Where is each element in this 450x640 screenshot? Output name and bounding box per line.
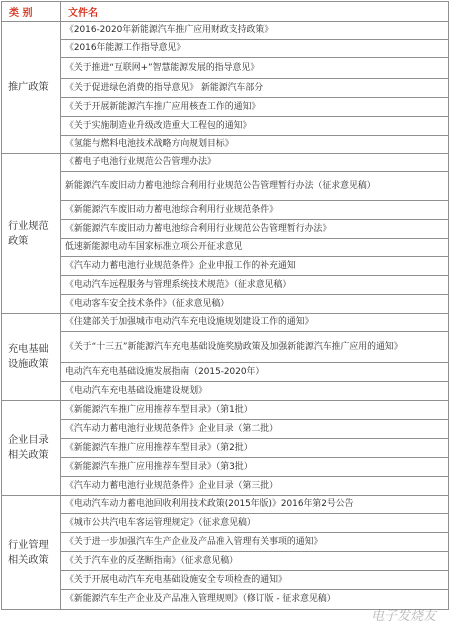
table-row — [2, 439, 449, 458]
document-cell: 新能源汽车废旧动力蓄电池综合利用行业规范公告管理暂行办法（征求意见稿） — [61, 172, 449, 201]
document-cell: 《住建部关于加强城市电动汽车充电设施规划建设工作的通知》 — [61, 314, 449, 332]
document-cell: 《氢能与燃料电池技术战略方向规划目标》 — [61, 136, 449, 154]
table-row — [2, 239, 449, 257]
document-cell: 《新能源汽车推广应用推荐车型目录》（第2批） — [61, 439, 449, 458]
document-cell: 《2016-2020年新能源汽车推广应用财政支持政策》 — [61, 22, 449, 40]
document-cell: 《关于促进绿色消费的指导意见》 新能源汽车部分 — [61, 79, 449, 98]
document-cell: 《蓄电子电池行业规范公告管理办法》 — [61, 154, 449, 172]
header-category: 类 别 — [2, 2, 61, 22]
document-cell: 《汽车动力蓄电池行业规范条件》企业目录（第三批） — [61, 477, 449, 496]
document-cell: 《新能源汽车推广应用推荐车型目录》（第1批） — [61, 401, 449, 420]
document-cell: 《关于开展电动汽车充电基础设施安全专项检查的通知》 — [61, 571, 449, 590]
document-cell: 《新能源汽车废旧动力蓄电池综合利用行业规范条件》 — [61, 201, 449, 220]
table-row — [2, 79, 449, 98]
table-row — [2, 154, 449, 172]
table-row — [2, 496, 449, 514]
document-cell: 《关于“十三五”新能源汽车充电基础设施奖励政策及加强新能源汽车推广应用的通知》 — [61, 332, 449, 363]
table-row — [2, 98, 449, 117]
category-cell: 行业管理相关政策 — [2, 496, 61, 610]
table-row — [2, 58, 449, 79]
document-cell: 《关于推进“互联网+”智慧能源发展的指导意见》 — [61, 58, 449, 79]
document-cell: 《新能源汽车推广应用推荐车型目录》（第3批） — [61, 458, 449, 477]
table-row — [2, 295, 449, 314]
document-cell: 《新能源汽车生产企业及产品准入管理规则》（修订版 - 征求意见稿） — [61, 590, 449, 610]
document-cell: 《电动汽车远程服务与管理系统技术规范》（征求意见稿） — [61, 276, 449, 295]
document-cell: 《电动汽车充电基础设施建设规划》 — [61, 382, 449, 401]
table-row — [2, 257, 449, 276]
table-row — [2, 22, 449, 40]
table-row — [2, 201, 449, 220]
document-cell: 《电动客车安全技术条件》（征求意见稿） — [61, 295, 449, 314]
table-row — [2, 314, 449, 332]
table-body — [2, 22, 449, 610]
category-cell: 推广政策 — [2, 22, 61, 154]
table-row — [2, 276, 449, 295]
document-cell: 《关于实施制造业升级改造重大工程包的通知》 — [61, 117, 449, 136]
table-row — [2, 552, 449, 571]
document-cell: 《汽车动力蓄电池行业规范条件》企业目录（第二批） — [61, 420, 449, 439]
category-cell: 充电基础设施政策 — [2, 314, 61, 401]
document-cell: 《新能源汽车废旧动力蓄电池综合利用行业规范公告管理暂行办法》 — [61, 220, 449, 239]
table-row — [2, 220, 449, 239]
watermark: 电子发烧友 — [370, 609, 436, 624]
category-cell: 行业规范政策 — [2, 154, 61, 314]
document-cell: 电动汽车充电基础设施发展指南（2015-2020年） — [61, 363, 449, 382]
table-row — [2, 514, 449, 533]
table-row — [2, 332, 449, 363]
document-cell: 《关于开展新能源汽车推广应用核查工作的通知》 — [61, 98, 449, 117]
category-cell: 企业目录相关政策 — [2, 401, 61, 496]
header-filename: 文件名 — [61, 2, 449, 22]
header-row — [2, 2, 449, 22]
table-row — [2, 117, 449, 136]
table-row — [2, 458, 449, 477]
table-row — [2, 401, 449, 420]
table-row — [2, 363, 449, 382]
table-row — [2, 571, 449, 590]
document-cell: 《关于进一步加强汽车生产企业及产品准入管理有关事项的通知》 — [61, 533, 449, 552]
document-cell: 《关于汽车业的反垄断指南》（征求意见稿） — [61, 552, 449, 571]
document-cell: 《汽车动力蓄电池行业规范条件》企业申报工作的补充通知 — [61, 257, 449, 276]
document-cell: 《电动汽车动力蓄电池回收利用技术政策(2015年版)》2016年第2号公告 — [61, 496, 449, 514]
table-row — [2, 477, 449, 496]
document-cell: 低速新能源电动车国家标准立项公开征求意见 — [61, 239, 449, 257]
document-cell: 《2016年能源工作指导意见》 — [61, 40, 449, 58]
table-row — [2, 420, 449, 439]
table-row — [2, 136, 449, 154]
policy-table — [1, 1, 449, 610]
table-row — [2, 40, 449, 58]
table-row — [2, 172, 449, 201]
table-row — [2, 382, 449, 401]
document-cell: 《城市公共汽电车客运管理规定》（征求意见稿） — [61, 514, 449, 533]
table-row — [2, 533, 449, 552]
